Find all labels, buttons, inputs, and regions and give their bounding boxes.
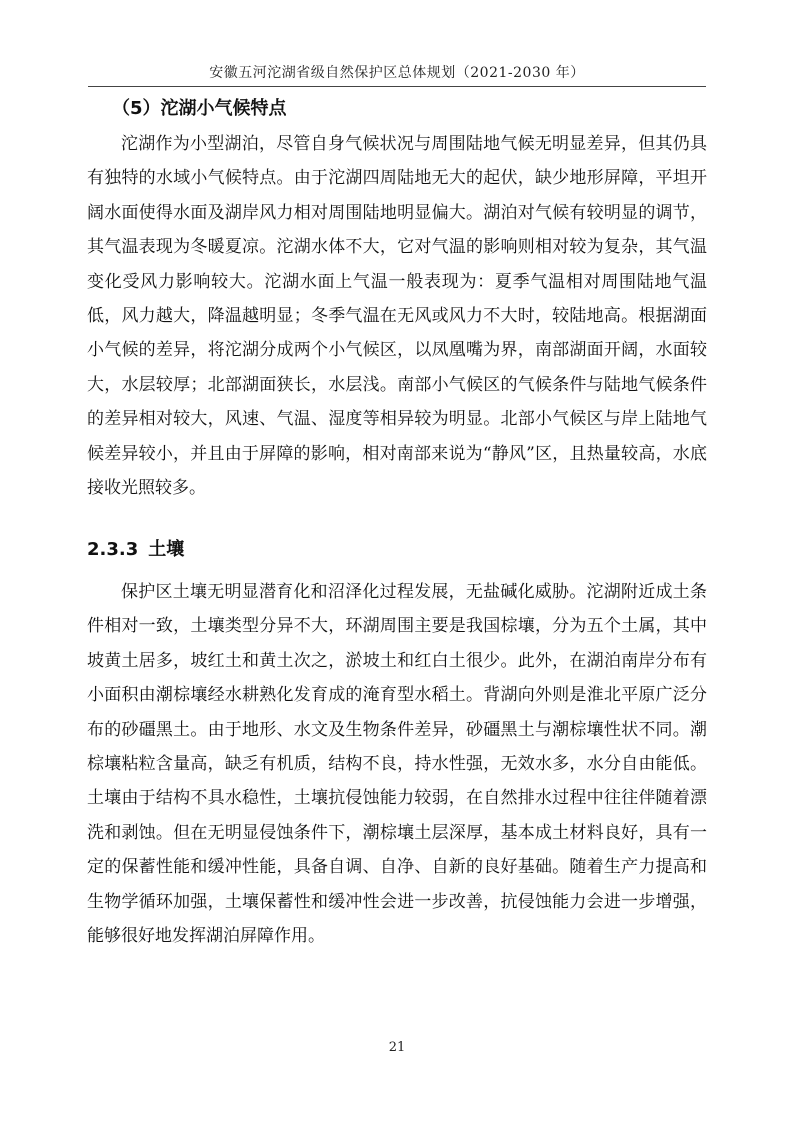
soil-section-heading (87, 536, 184, 564)
running-header: 安徽五河沱湖省级自然保护区总体规划（2021-2030 年） (209, 65, 585, 81)
soil-paragraph: 保护区土壤无明显潜育化和沼泽化过程发展，无盐碱化威胁。沱湖附近成土条件相对一致，土壤类型分异不大，环湖周围主要是我国棕壤，分为五个土属，其中坡黄土居多，坡红土和黄土次之，淤坡土和红白土很少。此外，在湖泊南岸分布有小面积由潮棕壤经水耕熟化发育成的淹育型水稻土。背湖向外则是淮北平原广泛分布的砂礓黑土。由于地形、水文及生物条件差异，砂礓黑土与潮棕壤性状不同。潮棕壤粘粒含量高，缺乏有机质，结构不良，持水性强，无效水多，水分自由能低。土壤由于结构不具水稳性，土壤抗侵蚀能力较弱，在自然排水过程中往往伴随着漂洗和剥蚀。但在无明显侵蚀条件下，潮棕壤土层深厚，基本成土材料良好，具有一定的保蓄性能和缓冲性能，具备自调、自净、自新的良好基础。随着生产力提高和生物学循环加强，土壤保蓄性和缓冲性会进一步改善，抗侵蚀能力会进一步增强，能够很好地发挥湖泊屏障作用。 (87, 582, 707, 947)
section-title: 土壤 (148, 539, 185, 560)
microclimate-paragraph: 沱湖作为小型湖泊，尽管自身气候状况与周围陆地气候无明显差异，但其仍具有独特的水域小气候特点。由于沱湖四周陆地无大的起伏，缺少地形屏障，平坦开阔水面使得水面及湖岸风力相对周围陆地明显偏大。湖泊对气候有较明显的调节，其气温表现为冬暖夏凉。沱湖水体不大，它对气温的影响则相对较为复杂，其气温变化受风力影响较大。沱湖水面上气温一般表现为：夏季气温相对周围陆地气温低，风力越大，降温越明显；冬季气温在无风或风力不大时，较陆地高。根据湖面小气候的差异，将沱湖分成两个小气候区，以凤凰嘴为界，南部湖面开阔，水面较大，水层较厚；北部湖面狭长，水层浅。南部小气候区的气候条件与陆地气候条件的差异相对较大，风速、气温、湿度等相异较为明显。北部小气候区与岸上陆地气候差异较小，并且由于屏障的影响，相对南部来说为“静风”区，且热量较高，水底接收光照较多。 (87, 134, 707, 499)
page-number: 21 (388, 1040, 406, 1055)
header-divider (88, 86, 706, 87)
section-number: 2.3.3 (87, 539, 139, 560)
microclimate-subheading: （5）沱湖小气候特点 (112, 98, 287, 119)
